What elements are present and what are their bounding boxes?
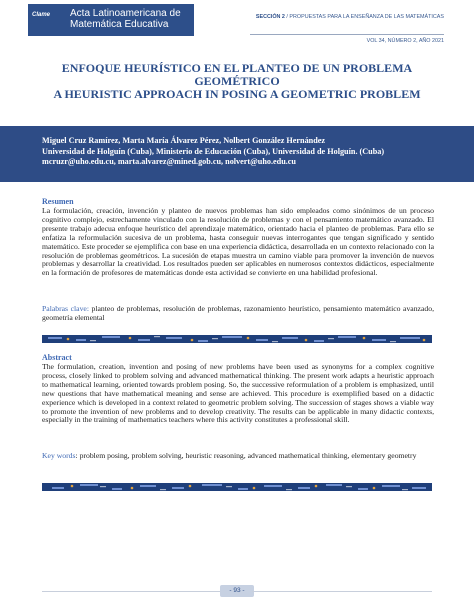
pattern-strip-svg <box>42 335 432 343</box>
decorative-strip-top <box>42 335 432 343</box>
header-divider <box>250 34 444 35</box>
abstract-keywords-text: : problem posing, problem solving, heuristic reasoning, advanced mathematical thinking, elementary geometry <box>75 451 417 460</box>
author-emails: mcruzr@uho.edu.cu, marta.alvarez@mined.gob.cu, nolvert@uho.edu.cu <box>42 157 296 166</box>
footer-rule-left <box>42 591 220 592</box>
resumen-keywords <box>42 305 434 323</box>
author-names: Miguel Cruz Ramírez, Marta María Álvarez Pérez, Nolbert González Hernández <box>42 136 326 145</box>
article-title <box>40 62 434 101</box>
title-es-line2: GEOMÉTRICO <box>194 74 280 88</box>
title-en: A HEURISTIC APPROACH IN POSING A GEOMETRIC PROBLEM <box>53 87 421 101</box>
section-heading <box>250 14 444 20</box>
clame-logo: Clame <box>32 12 51 18</box>
abstract-heading: Abstract <box>42 353 72 362</box>
volume-info: VOL 34, NÚMERO 2, AÑO 2021 <box>366 38 444 44</box>
authors-block <box>42 136 442 168</box>
resumen-text: La formulación, creación, invención y planteo de nuevos problemas han sido empleados como sinónimos de un proceso cognitivo complejo, estrechamente vinculado con la resolución de problemas y con el pensamiento matemático avanzado. El presente trabajo adecua enfoque heurístico del aprendizaje matemático, orientado hacia el planteo de problemas. Para ello se enfatiza la reformulación sucesiva de un problema, hasta conseguir nuevas interrogantes que tengan significado y sentido matemático. Este proceder se ejemplifica con base en una experiencia didáctica, desarrollada en un contexto relacionado con la resolución de problemas geométricos. La sucesión de etapas muestra un camino viable para promover la invención de nuevos problemas y desarrollar la creatividad. Los resultados pueden ser aplicables en numerosos contextos didácticos, especialmente en la formación de profesores de matemáticas donde esta actividad se convierte en una habilidad profesional. <box>42 206 434 278</box>
section-text: / PROPUESTAS PARA LA ENSEÑANZA DE LAS MATEMÁTICAS <box>284 14 444 20</box>
page-number: - 93 - <box>220 585 254 597</box>
title-es-line1: ENFOQUE HEURÍSTICO EN EL PLANTEO DE UN PROBLEMA <box>61 61 413 75</box>
page-header <box>0 0 474 44</box>
footer-rule-right <box>252 591 432 592</box>
resumen-keywords-label: Palabras clave: <box>42 304 89 313</box>
journal-title <box>70 8 181 30</box>
abstract-text: The formulation, creation, invention and posing of new problems have been used as synonyms for a complex cognitive process, closely linked to problem solving and advanced mathematical thinking. The present work adapts a heuristic approach to mathematical learning, oriented towards problem posing. So, the successive reformulation of a problem is emphasized, until new questions that have mathematical meaning and sense are achieved. This procedure is exemplified based on a didactic experience which is developed in a context related to geometric problem solving. The succession of stages shows a viable way to promote the invention of new problems and to develop creativity. The results can be applicable in many didactic contexts, especially in the training of mathematics teachers where this activity constitutes a professional skill. <box>42 362 434 425</box>
resumen-heading: Resumen <box>42 197 74 206</box>
author-affiliations: Universidad de Holguín (Cuba), Ministerio de Educación (Cuba), Universidad de Holguín. (Cuba) <box>42 146 385 156</box>
section-label: SECCIÓN 2 <box>255 14 285 20</box>
decorative-strip-bottom <box>42 483 432 491</box>
resumen-keywords-text: planteo de problemas, resolución de problemas, razonamiento heurístico, pensamiento matemático avanzado, geometría elemental <box>42 304 434 322</box>
journal-title-line2: Matemática Educativa <box>70 19 169 30</box>
abstract-keywords <box>42 452 434 461</box>
journal-title-line1: Acta Latinoamericana de <box>70 8 181 19</box>
pattern-strip-svg <box>42 483 432 491</box>
abstract-keywords-label: Key words <box>42 451 76 460</box>
